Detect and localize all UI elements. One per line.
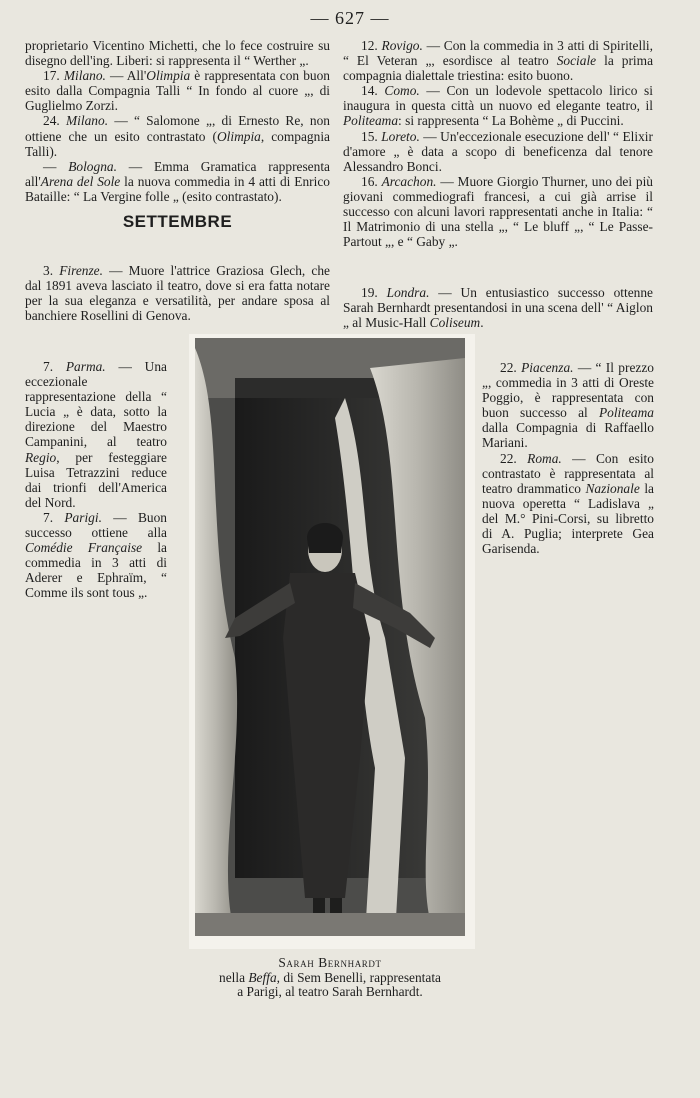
entry-12-rovigo: 12. Rovigo. — Con la commedia in 3 atti di Spiritelli, “ El Veteran „, esordisce al teatro Sociale la prima compagnia dialettale triestina: esito buono. [343, 38, 654, 84]
left-column [25, 38, 330, 236]
entry-14-como: 14. Como. — Con un lodevole spettacolo lirico si inaugura in questa città un nuovo ed elegante teatro, il Politeama: si rappresenta “ La Bohème „ di Puccini. [343, 83, 653, 129]
caption-line-3: a Parigi, al teatro Sarah Bernhardt. [237, 984, 423, 999]
entry-22-roma: 22. Roma. — Con esito contrastato è rappresentata al teatro drammatico Nazionale la nuova operetta “ Ladislava „ del M.° Pini-Corsi, su libretto di A. Puglia; interprete Gea Garisenda. [482, 450, 654, 557]
entry-16-arcachon: 16. Arcachon. — Muore Giorgio Thurner, uno dei più giovani commediografi francesi, a cui già arrise il successo con alcuni lavori rappresentati anche in Italia: “ Il Matrimonio di una stella „, “ Le bluff „, “ Le Passe-Partout „, e “ Gaby „. [343, 173, 653, 250]
page-number: — 627 — [310, 8, 390, 28]
right-column [343, 38, 653, 249]
entry-bologna: — Bologna. — Emma Gramatica rappresenta all'Arena del Sole la nuova commedia in 4 atti di Enrico Bataille: “ La Vergine folle „ (esito contrastato). [25, 158, 330, 204]
paragraph: proprietario Vicentino Michetti, che lo fece costruire su disegno dell'ing. Liberi: si rappresenta il “ Werther „. [25, 38, 330, 69]
entry-7-parigi: 7. Parigi. — Buon successo ottiene alla Comédie Française la commedia in 3 atti di Aderer e Ephraïm, “ Comme ils sont tous „. [25, 509, 167, 601]
firenze-wide [25, 263, 330, 323]
londra-wide [343, 285, 653, 330]
entry-3-firenze: 3. Firenze. — Muore l'attrice Graziosa Glech, che dal 1891 aveva lasciato il teatro, dove si era fatta notare per la sua eleganza e versatilità, per andare sposa al banchiere Rosellini di Genova. [25, 263, 330, 324]
photo-illustration [195, 338, 465, 936]
entry-24-milano: 24. Milano. — “ Salomone „, di Ernesto Re, non ottiene che un esito contrastato (Olimpia, compagnia Talli). [25, 113, 330, 159]
right-narrow-column [482, 360, 654, 556]
left-narrow-column [25, 359, 167, 601]
caption-line-2: nella Beffa, di Sem Benelli, rappresentata [219, 969, 441, 985]
month-heading: SETTEMBRE [122, 212, 233, 232]
entry-15-loreto: 15. Loreto. — Un'eccezionale esecuzione dell' “ Elixir d'amore „ è data a scopo di beneficenza dal tenore Alessandro Bonci. [343, 128, 653, 174]
photo-frame [189, 334, 475, 949]
sarah-bernhardt-photo [195, 338, 465, 936]
entry-17-milano: 17. Milano. — All'Olimpia è rappresentata con buon esito dalla Compagnia Talli “ In fondo al cuore „, di Guglielmo Zorzi. [25, 68, 331, 114]
caption-name: Sarah Bernhardt [278, 955, 382, 970]
entry-22-piacenza: 22. Piacenza. — “ Il prezzo „, commedia in 3 atti di Oreste Poggio, è rappresentata con buon successo al Politeama dalla Compagnia di Raffaello Mariani. [482, 360, 654, 451]
entry-19-londra: 19. Londra. — Un entusiastico successo ottenne Sarah Bernhardt presentandosi in una scena dell' “ Aiglon „ al Music-Hall Coliseum. [343, 285, 653, 331]
photo-caption [160, 956, 500, 1000]
entry-7-parma: 7. Parma. — Una eccezionale rappresentazione della “ Lucia „ è data, sotto la direzione del Maestro Campanini, al teatro Regio, per festeggiare Luisa Tetrazzini reduce dai trionfi dell'America del Nord. [25, 359, 167, 510]
